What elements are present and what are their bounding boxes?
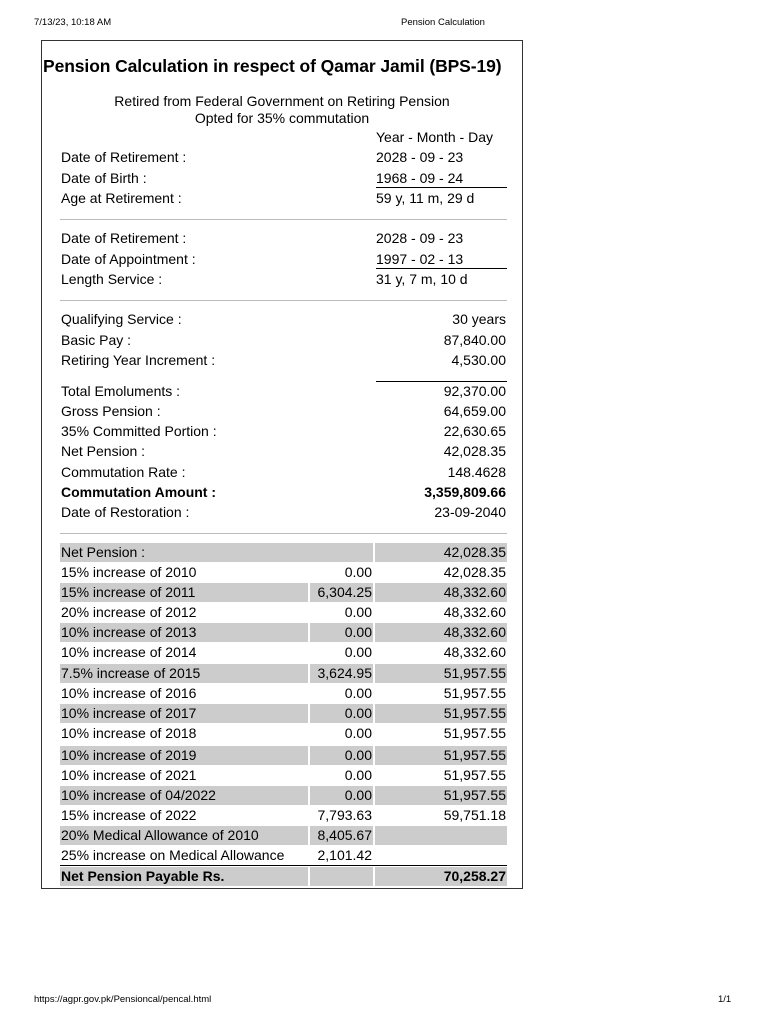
table-row [60, 684, 507, 703]
qualifying-service-value: 30 years [452, 311, 506, 327]
row-total: 51,957.55 [375, 746, 507, 765]
date-of-appointment-label: Date of Appointment : [61, 251, 196, 267]
row-increase: 0.00 [310, 746, 373, 765]
commutation-rate-label: Commutation Rate : [61, 464, 186, 480]
table-row [60, 826, 507, 845]
print-datetime: 7/13/23, 10:18 AM [34, 17, 112, 28]
row-total: 48,332.60 [375, 623, 507, 642]
subtitle-retirement-type: Retired from Federal Government on Retiring Pension [114, 93, 450, 109]
commuted-portion-value: 22,630.65 [443, 423, 506, 439]
row-increase: 3,624.95 [310, 664, 373, 683]
row-label: 25% increase on Medical Allowance [61, 847, 285, 863]
net-pension-value: 42,028.35 [443, 443, 506, 459]
row-label: 15% increase of 2010 [61, 564, 197, 580]
gross-pension-label: Gross Pension : [61, 403, 161, 419]
subtitle-commutation: Opted for 35% commutation [194, 110, 370, 126]
row-total: 48,332.60 [443, 644, 506, 660]
total-emoluments-value: 92,370.00 [443, 383, 506, 399]
row-increase: 7,793.63 [317, 807, 372, 823]
row-label: 10% increase of 04/2022 [60, 786, 308, 805]
row-increase: 0.00 [344, 767, 372, 783]
basic-pay-label: Basic Pay : [61, 332, 132, 348]
table-row [60, 724, 507, 743]
age-retirement-label: Date of Retirement : [61, 149, 187, 165]
table-row [60, 806, 507, 825]
section-divider [60, 219, 507, 220]
table-row [60, 766, 507, 785]
commutation-amount-value: 3,359,809.66 [424, 484, 506, 500]
commutation-rate-value: 148.4628 [447, 464, 506, 480]
row-increase: 6,304.25 [310, 583, 373, 602]
length-service-value: 31 y, 7 m, 10 d [376, 271, 468, 287]
date-of-appointment-value: 1997 - 02 - 13 [376, 251, 464, 267]
date-of-birth-label: Date of Birth : [61, 170, 147, 186]
section-divider [60, 300, 507, 301]
row-total: 51,957.55 [443, 725, 506, 741]
row-label: 7.5% increase of 2015 [60, 664, 308, 683]
row-total: 51,957.55 [443, 685, 506, 701]
date-of-birth-value: 1968 - 09 - 24 [376, 170, 464, 186]
service-subtotal-line [376, 268, 507, 269]
section-divider [60, 533, 507, 534]
age-at-retirement-label: Age at Retirement : [61, 190, 182, 206]
table-row [60, 623, 507, 642]
date-of-restoration-label: Date of Restoration : [61, 504, 190, 520]
qualifying-service-label: Qualifying Service : [61, 311, 182, 327]
date-of-restoration-value: 23-09-2040 [434, 504, 506, 520]
table-row [60, 664, 507, 683]
row-label: 20% Medical Allowance of 2010 [60, 826, 308, 845]
row-total: 42,028.35 [375, 543, 507, 562]
row-increase: 8,405.67 [310, 826, 373, 845]
payable-total: 70,258.27 [375, 867, 507, 886]
print-page-title: Pension Calculation [401, 17, 485, 28]
row-total: 48,332.60 [375, 583, 507, 602]
row-label: 15% increase of 2011 [60, 583, 308, 602]
row-increase: 0.00 [310, 623, 373, 642]
print-url: https://agpr.gov.pk/Pensioncal/pencal.html [34, 994, 212, 1005]
row-label: 10% increase of 2019 [60, 746, 308, 765]
table-row [60, 704, 507, 723]
row-increase: 0.00 [344, 564, 372, 580]
retiring-increment-value: 4,530.00 [451, 352, 506, 368]
row-label: 10% increase of 2018 [61, 725, 197, 741]
row-label: 10% increase of 2014 [61, 644, 197, 660]
row-total: 51,957.55 [443, 767, 506, 783]
age-retirement-value: 2028 - 09 - 23 [376, 149, 464, 165]
retiring-increment-label: Retiring Year Increment : [61, 352, 216, 368]
service-retirement-value: 2028 - 09 - 23 [376, 230, 464, 246]
row-increase: 0.00 [344, 685, 372, 701]
basic-pay-value: 87,840.00 [443, 332, 506, 348]
row-total: 51,957.55 [375, 664, 507, 683]
table-row [60, 846, 507, 865]
age-subtotal-line [376, 187, 507, 188]
total-emoluments-label: Total Emoluments : [61, 383, 181, 399]
row-total [375, 846, 507, 865]
row-increase: 0.00 [344, 644, 372, 660]
payable-label: Net Pension Payable Rs. [60, 867, 308, 886]
age-at-retirement-value: 59 y, 11 m, 29 d [376, 190, 475, 206]
row-total: 48,332.60 [443, 604, 506, 620]
row-increase: 0.00 [310, 786, 373, 805]
service-retirement-label: Date of Retirement : [61, 230, 187, 246]
row-label: 10% increase of 2016 [61, 685, 197, 701]
table-row [60, 746, 507, 765]
row-label: 10% increase of 2017 [60, 704, 308, 723]
table-row [60, 563, 507, 582]
commutation-amount-label: Commutation Amount : [61, 484, 217, 500]
row-total: 51,957.55 [375, 704, 507, 723]
row-label: 15% increase of 2022 [61, 807, 197, 823]
table-row-net-pension-payable [60, 867, 507, 886]
ymd-header: Year - Month - Day [376, 129, 493, 145]
table-row [60, 603, 507, 622]
table-row-net-pension [60, 543, 507, 562]
page-title: Pension Calculation in respect of Qamar Jamil (BPS-19) [43, 56, 502, 76]
print-page-number: 1/1 [718, 994, 732, 1005]
table-row [60, 583, 507, 602]
row-label: Net Pension : [60, 543, 373, 562]
row-total: 51,957.55 [375, 786, 507, 805]
row-increase: 0.00 [344, 604, 372, 620]
row-increase: 2,101.42 [317, 847, 372, 863]
row-increase: 0.00 [310, 704, 373, 723]
row-label: 20% increase of 2012 [61, 604, 197, 620]
commuted-portion-label: 35% Committed Portion : [61, 423, 217, 439]
table-row [60, 786, 507, 805]
payable-top-line [60, 865, 507, 866]
row-label: 10% increase of 2021 [61, 767, 197, 783]
net-pension-label: Net Pension : [61, 443, 146, 459]
row-label: 10% increase of 2013 [60, 623, 308, 642]
length-service-label: Length Service : [61, 271, 163, 287]
emoluments-total-line [376, 381, 507, 382]
row-total [375, 826, 507, 845]
table-row [60, 643, 507, 662]
row-total: 59,751.18 [443, 807, 506, 823]
gross-pension-value: 64,659.00 [443, 403, 506, 419]
row-increase: 0.00 [344, 725, 372, 741]
row-total: 42,028.35 [443, 564, 506, 580]
